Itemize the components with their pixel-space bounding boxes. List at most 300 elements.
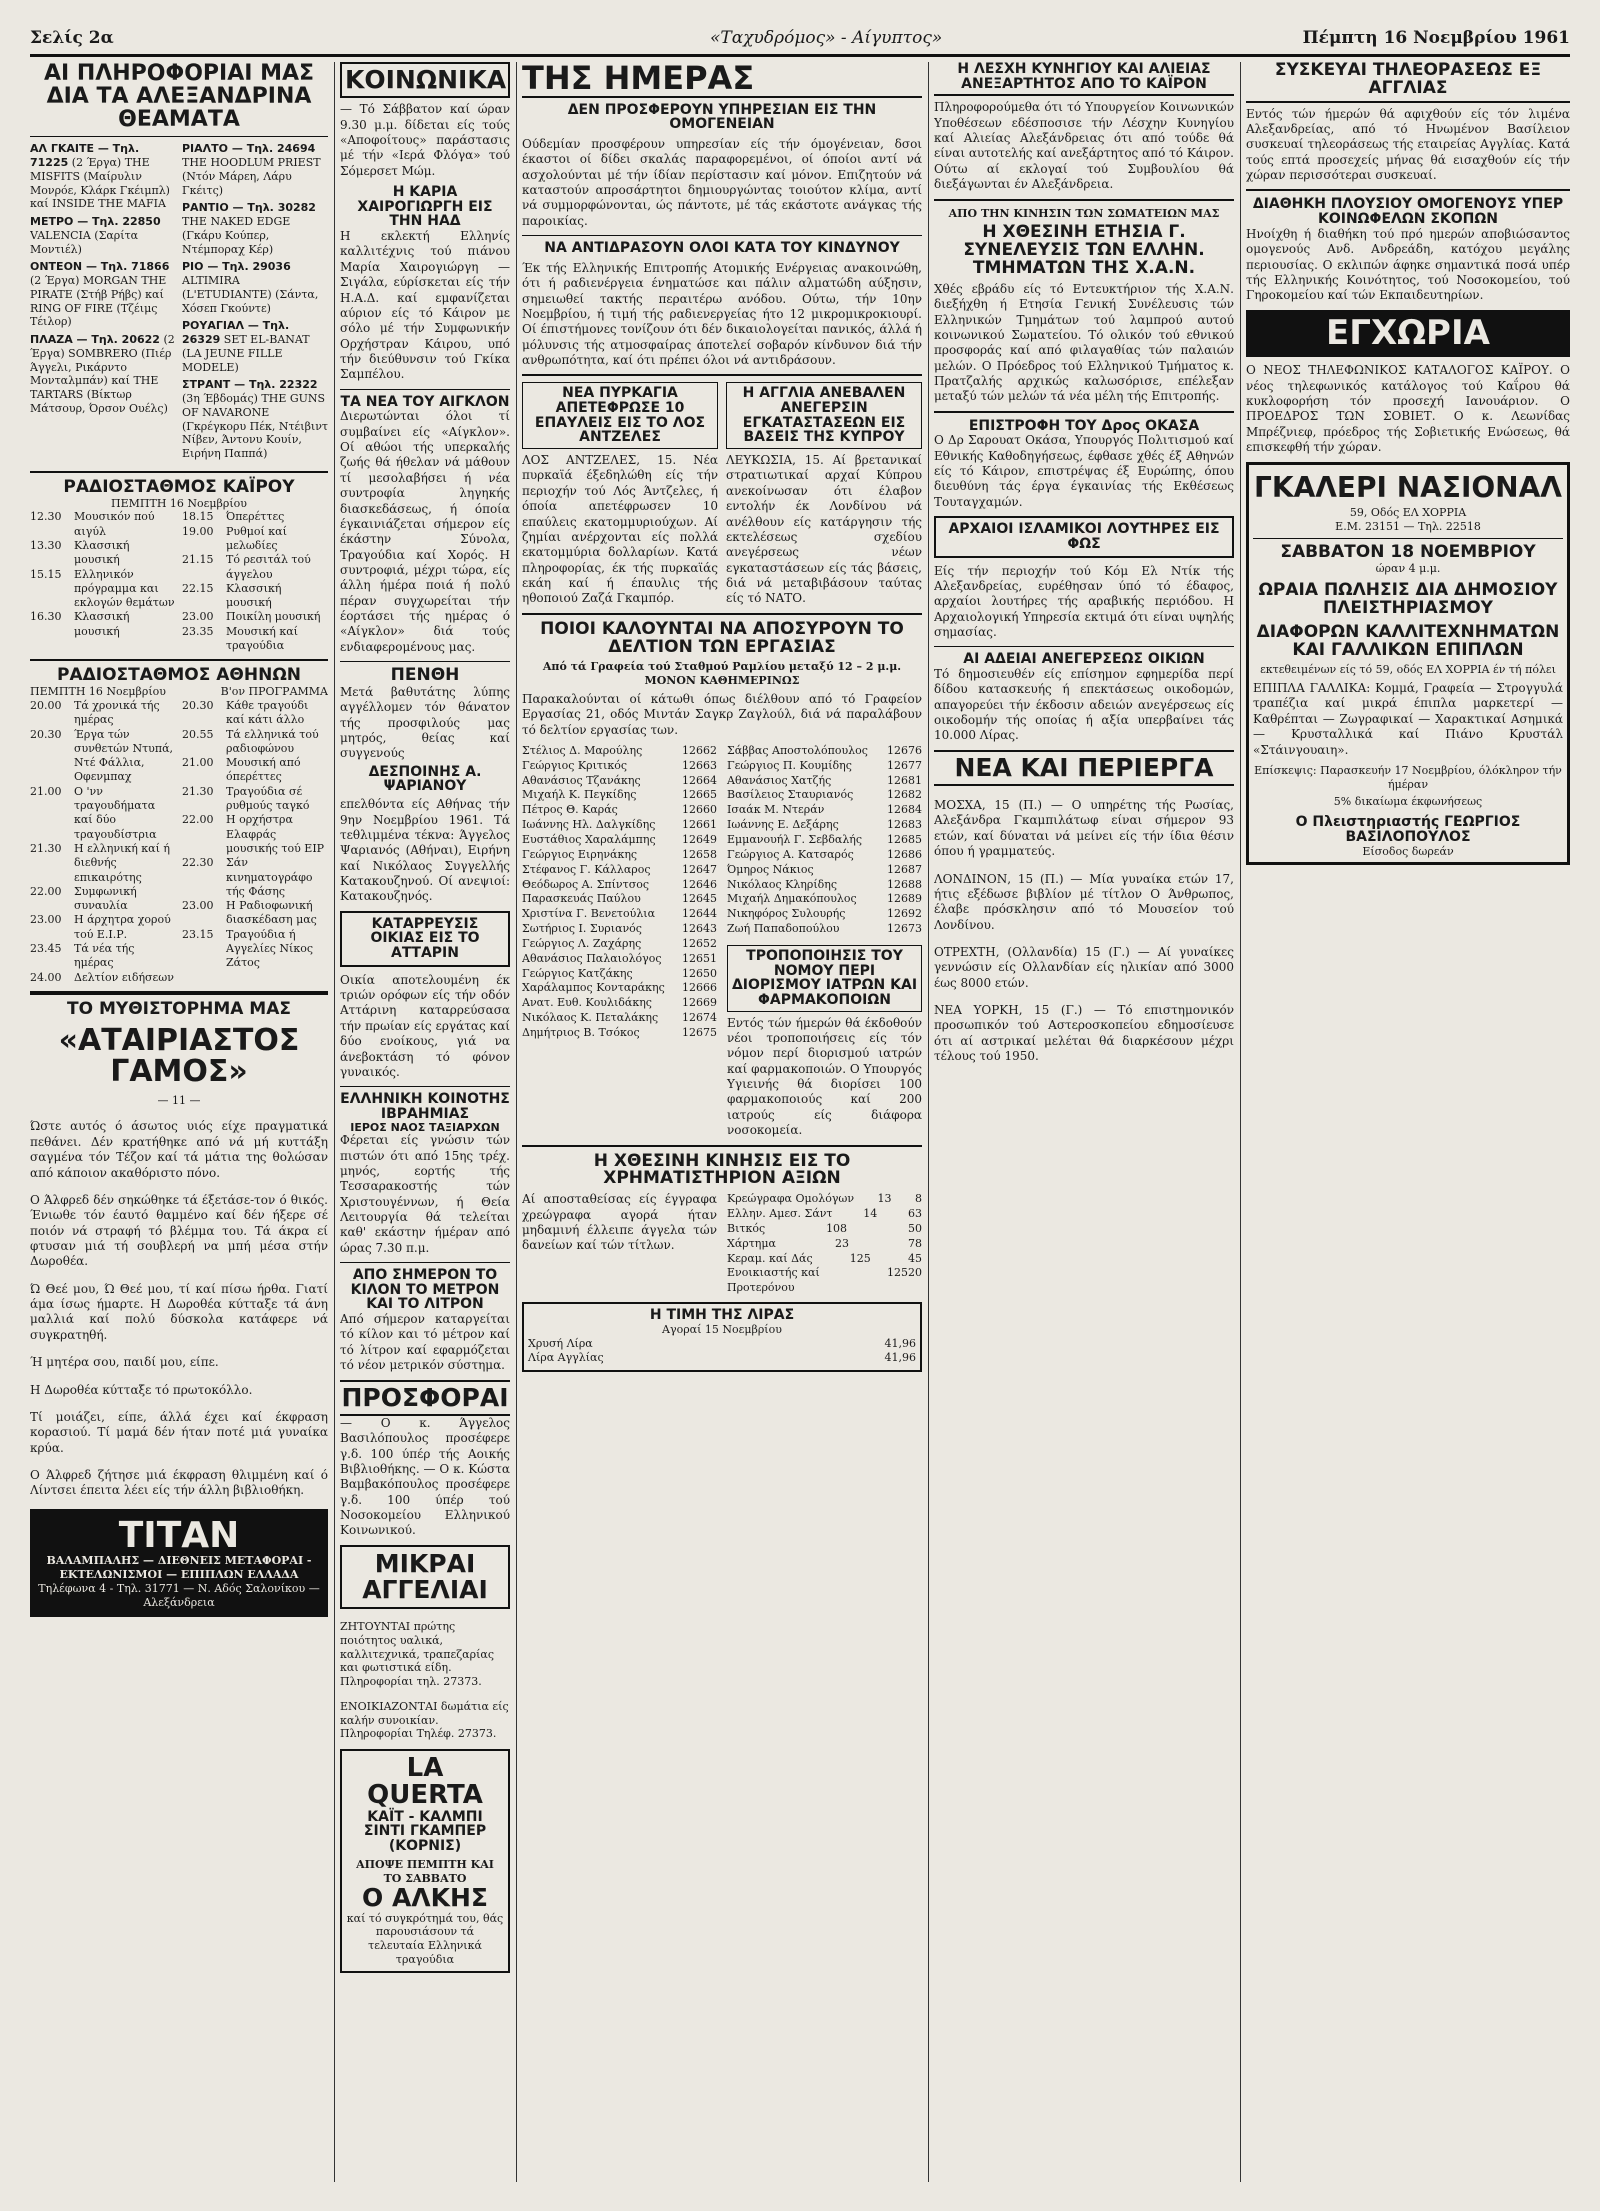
column-1 [30, 62, 328, 2192]
houses-title: ΑΙ ΑΔΕΙΑΙ ΑΝΕΓΕΡΣΕΩΣ ΟΙΚΙΩΝ [963, 651, 1205, 668]
schedule-time: 22.30 [182, 856, 214, 870]
schedule-show: Κάθε τραγούδι καί κάτι άλλο [226, 698, 309, 727]
schedule-time: 23.00 [30, 913, 62, 927]
work-number: 12683 [887, 818, 922, 832]
schedule-time: 19.00 [182, 524, 214, 538]
schedule-time: 12.30 [30, 510, 62, 524]
story1-title: ΔΕΝ ΠΡΟΣΦΕΡΟΥΝ ΥΠΗΡΕΣΙΑΝ ΕΙΣ ΤΗΝ ΟΜΟΓΕΝΕΙΑΝ [567, 101, 877, 133]
work-name: Πέτρος Θ. Καράς [522, 803, 618, 817]
work-row [522, 788, 717, 803]
unions-text: Χθές εβράδυ είς τό Εντευκτήριον τής Χ.Α.Ν. διεξήχθη ή Ετησία Γενική Συνέλευσις τών Ελληνικών Τμημάτων τού λαμπρού αυτού κοινωνικού Σωματείου. Τό ολικόν τού εθνικού προσφοράς καί από φιλαγαθίας τών παλαιών μελών. Ο Πρόεδρος τού Ελληνικού Τμήματος κ. Πρατζαλής αρχικώς καλωσόρισε, επέλεξαν μεταξύ τών μελών τά νέα μέλη τής Επιτροπής. [934, 281, 1234, 404]
novel-paragraph: Ώστε αυτός ό άσωτος υιός είχε πραγματικά πεθάνει. Δέν κρατήθηκε από νά μή κυττάξη σαγμένα τόν Τέζον καί τά μάτια της θολώσαν από κάποιον ακαθόριστο πόνο. [30, 1119, 328, 1180]
radio-cairo-day: ΠΕΜΠΤΗ 16 Νοεμβρίου [111, 496, 247, 510]
stock-a: 108 [826, 1221, 848, 1235]
schedule-time: 23.45 [30, 941, 62, 955]
stock-area [522, 1192, 922, 1296]
theatre-film: VALENCIA (Σαρίτα Μοντιέλ) [30, 228, 139, 256]
schedule-time: 21.30 [30, 841, 62, 855]
schedule-row [30, 971, 176, 985]
lira-value: 41,96 [884, 1336, 916, 1350]
theatre-name: ΟΝΤΕΟΝ — Τηλ. 71866 [30, 260, 170, 274]
schedule-row [182, 899, 328, 928]
church-title: ΕΛΛΗΝΙΚΗ ΚΟΙΝΟΤΗΣ ΙΒΡΑΗΜΙΑΣ [340, 1091, 510, 1122]
schedule-time: 15.15 [30, 567, 62, 581]
schedule-show: Η ελληνική καί ή διεθνής επικαιρότης [74, 841, 170, 884]
column-5 [1246, 62, 1570, 2192]
schedule-show: Σάν κινηματογράφο τής Φάσης [226, 856, 313, 898]
theatre-name: ΡΙΟ — Τηλ. 29036 [182, 260, 291, 274]
stock-row [727, 1222, 922, 1237]
work-row [727, 848, 922, 863]
schedule-show: Τραγούδια σέ ρυθμούς ταγκό [226, 784, 310, 813]
work-number: 12658 [682, 847, 717, 861]
page-header [30, 24, 1570, 57]
work-name: Θεόδωρος Α. Σπίντσος [522, 877, 649, 891]
mourning-title: ΠΕΝΘΗ [390, 665, 460, 686]
stock-b: 50 [907, 1221, 922, 1235]
work-number: 12660 [682, 803, 717, 817]
schedule-row [182, 785, 328, 814]
work-name: Στέλιος Δ. Μαρούλης [522, 743, 643, 757]
work-name: Όμηρος Νάκιος [727, 862, 814, 876]
schedule-row [30, 913, 176, 942]
work-number: 12673 [887, 922, 922, 936]
schedule-show: Τραγούδια ή Αγγελίες Νίκος Ζάτος [226, 927, 314, 970]
titan-title: ΤΙΤΑΝ [118, 1514, 240, 1556]
schedule-show: Συμφωνική συναυλία [74, 884, 137, 913]
work-row [727, 878, 922, 893]
radio-athens-schedule [30, 699, 328, 985]
social-intro: — Τό Σάββατον καί ώραν 9.30 μ.μ. δίδεται είς τούς «Αποφοίτους» παράστασις μέ τήν «Ιερά Φλόγα» τού Σόμερσετ Μώμ. [340, 102, 510, 178]
laquerta-ad [340, 1749, 510, 1972]
theatre-entry [182, 260, 328, 315]
aglkan-text: Διερωτώνται όλοι τί συμβαίνει είς «Αίγκλον». Οί αθώοι τής υπερκαλής ζωής θά ήθελαν νά μάθουν τί μεσολαβήσει ή νέα συντροφία ληγηκής διασκεδάσεως, ή όποία έγκαινιάζεται σήμερον είς έκάστην Σύνολα, Τραγούδια καί Χορός. Η συντροφιά, μέχρι τώρα, είς άλλη ήμέρα ποιά ή πολύ πέραν συγχωρείται τήν έορτάσει τής ημέρας ό «Αίγκλον» διά τούς ενδιαφερομένους μας. [340, 409, 510, 654]
novel-paragraph: Ο Άλφρεδ δέν σηκώθηκε τά έξετάσε-τον ό θικός. Ένιωθε τόν έαυτό θαμμένο καί δέν ήξερε σέ ποιόν νά στραφή τό βλέμμα του. Τά άκρα εί φτυσαν μιά τή σουβλερή να μπή μέσα στήν Δωροθέα. [30, 1192, 328, 1269]
novel-title: «ΑΤΑΙΡΙΑΣΤΟΣ ΓΑΜΟΣ» [58, 1022, 300, 1090]
stock-name: Βιτκός [727, 1221, 766, 1235]
stock-row [727, 1207, 922, 1222]
schedule-time: 23.00 [182, 610, 214, 624]
tv-title: ΣΥΣΚΕΥΑΙ ΤΗΛΕΟΡΑΣΕΩΣ ΕΞ ΑΓΓΛΙΑΣ [1246, 62, 1570, 103]
news-item: ΜΟΣΧΑ, 15 (Π.) — Ο υπηρέτης τής Ρωσίας, Αλεξάνδρα Γκαμπιλάτωφ είναι σήμερον 93 ετών, καί δύναται νά μείνει είς τήν ίδια θέσιν όπου ή γραμματεύς. [934, 798, 1234, 859]
schedule-row [182, 525, 328, 554]
theatre-name: ΡΟΥΑΓΙΑΛ — Τηλ. 26329 [182, 319, 290, 347]
radio-athens-right [182, 699, 328, 985]
church-text: Φέρεται είς γνώσιν τών πιστών ότι από 15ης τρέχ. μηνός, εορτής τής Τεσσαρακοστής τών Χριστουγέννων, ή Θεία Λειτουργία θά τελείται καθ' εκάστην ήμέραν από ώρας 7.30 π.μ. [340, 1133, 510, 1255]
work-row [727, 759, 922, 774]
work-number: 12644 [682, 907, 717, 921]
schedule-time: 21.00 [30, 784, 62, 798]
novel-paragraph: Ή μητέρα σου, παιδί μου, είπε. [30, 1355, 219, 1370]
work-name: Γεώργιος Π. Κουμίδης [727, 758, 852, 772]
gallery-sale: ΩΡΑΙΑ ΠΩΛΗΣΙΣ ΔΙΑ ΔΗΜΟΣΙΟΥ ΠΛΕΙΣΤΗΡΙΑΣΜΟΥ [1258, 579, 1558, 618]
story2-text: Έκ τής Ελληνικής Επιτροπής Ατομικής Ενέργειας ανακοινώθη, ότι ή ραδιενέργεια ένηματώσε και πάλιν αλματώδη αύξησιν, σημειωθεί τακτής περαιτέρω ανόδου. Ούτω, τήν 10ην Νοεμβρίου, ή τιμή τής ραδιενεργείας ήτο 12 μικρομικροκιουρί. Οί έπιστήμονες τονίζουν ότι δέν δικαιολογείται πανικός, άλλά ή μόλυνσις τής ατμοσφαίρας άποτελεί σοβαρόν κίνδυνον διά τήν ανθρωπότητα, καί ότι πρέπει όλοι νά αντιδράσουν. [522, 260, 922, 367]
work-row [522, 803, 717, 818]
news-list [934, 798, 1234, 1064]
classified-item: ΖΗΤΟΥΝΤΑΙ πρώτης ποιότητος υαλικά, καλλιτεχνικά, τραπεζαρίας και φωτιστικά είδη. Πληροφορίαι τηλ. 27373. [340, 1620, 494, 1689]
schedule-time: 24.00 [30, 970, 62, 984]
gallery-time: ώραν 4 μ.μ. [1375, 562, 1441, 576]
schedule-time: 16.30 [30, 610, 62, 624]
work-row [727, 892, 922, 907]
will-title: ΔΙΑΘΗΚΗ ΠΛΟΥΣΙΟΥ ΟΜΟΓΕΝΟΥΣ ΥΠΕΡ ΚΟΙΝΩΦΕΛΩΝ ΣΚΟΠΩΝ [1252, 196, 1564, 228]
schedule-row [182, 610, 328, 624]
houses-text: Τό δημοσιευθέν είς επίσημον εφημερίδα περί δίδου κατασκευής ή επεκτάσεως οικοδομών, απαγορεύει τήν έκδοσιν αδειών ανεγέρσεως είς οικοδομήν τής οποίας ή αξία υπερβαίνει τάς 10.000 Λίρας. [934, 667, 1234, 743]
schedule-show: Κλασσική μουσική [226, 581, 282, 610]
work-name: Βασίλειος Σταυριανός [727, 788, 854, 802]
schedule-show: Κλασσική μουσική [74, 610, 130, 638]
work-number: 12662 [682, 743, 717, 757]
schedule-show: Ελληνικόν πρόγραμμα και εκλογών θεμάτων [74, 567, 175, 610]
theatre-name: ΠΛΑΖΑ — Τηλ. 20622 [30, 333, 160, 347]
theatre-name: ΡΙΑΛΤΟ — Τηλ. 24694 [182, 142, 316, 156]
gallery-view: Επίσκεψις: Παρασκευήν 17 Νοεμβρίου, όλόκληρον τήν ήμέραν [1254, 763, 1562, 791]
schedule-time: 13.30 [30, 538, 62, 552]
work-row [522, 922, 717, 937]
gallery-phone: Ε.Μ. 23151 — Τηλ. 22518 [1335, 519, 1481, 533]
schedule-row [182, 856, 328, 899]
stock-row [727, 1266, 922, 1296]
work-number: 12684 [887, 803, 922, 817]
work-name: Γεώργιος Α. Κατσαρός [727, 847, 854, 861]
schedule-time: 18.15 [182, 510, 214, 524]
work-number: 12688 [887, 877, 922, 891]
mourning-text: επελθόντα είς Αθήνας τήν 9ην Νοεμβρίου 1961. Τά τεθλιμμένα τέκνα: Άγγελος Ψαριανός (Αθήναι), Ειρήνη καί Νικόλαος Συγγελλής Κατακουζηνού. Οί ανεψιοί: Κατακουζηνός. [340, 797, 510, 904]
work-row [522, 1026, 717, 1041]
titan-footer: Τηλέφωνα 4 - Τηλ. 31771 — Ν. Αδός Σαλονίκου — Αλεξάνδρεια [38, 1581, 320, 1609]
schedule-time: 23.00 [182, 899, 214, 913]
work-number: 12664 [682, 773, 717, 787]
work-number: 12652 [682, 936, 717, 950]
work-row [522, 996, 717, 1011]
schedule-time: 20.30 [182, 698, 214, 712]
stock-name: Κεραμ. καί Δάς [727, 1251, 813, 1265]
gallery-note: εκτεθειμένων είς τό 59, οδός ΕΛ ΧΟΡΡΙΑ έν τή πόλει [1260, 663, 1556, 677]
theatre-entry [182, 319, 328, 374]
stock-a: 125 [887, 1266, 908, 1280]
collapse-box [340, 911, 510, 967]
cyprus-text: ΛΕΥΚΩΣΙΑ, 15. Αί βρετανικαί στρατιωτικαί αρχαί Κύπρου ανεκοίνωσαν ότι έλαβον εντολήν έκ Λονδίνου νά ανέλθουν είς κατάργησιν τής εκτελέσεως σχεδίου ανεγέρσεως νέων εγκαταστάσεων είς τάς βάσεις, διά νά μεταβιβάσουν ταύτας είς τό ΝΑΤΟ. [726, 453, 922, 606]
laquerta-text: ΚΑΪΤ - ΚΑΛΜΠΙ ΣΙΝΤΙ ΓΚΑΜΠΕΡ (ΚΟΡΝΙΣ) [363, 1808, 487, 1855]
lira-row [528, 1337, 916, 1352]
stock-row [727, 1192, 922, 1207]
work-row [727, 803, 922, 818]
schedule-time: 22.00 [30, 884, 62, 898]
work-name: Στέφανος Γ. Κάλλαρος [522, 862, 651, 876]
schedule-show: Μουσική από όπερέττες [226, 756, 301, 784]
unions-kicker: ΑΠΟ ΤΗΝ ΚΙΝΗΣΙΝ ΤΩΝ ΣΩΜΑΤΕΙΩΝ ΜΑΣ [948, 206, 1220, 220]
novel-part: — 11 — [157, 1093, 201, 1107]
work-name: Νικηφόρος Συλουρής [727, 907, 846, 921]
work-name: Ιωάννης Ε. Δεξάρης [727, 818, 839, 832]
mourning-intro: Μετά βαθυτάτης λύπης αγγέλλομεν τόν θάνατον τής προσφιλούς μας μητρός, θείας καί συγγενούς [340, 684, 510, 761]
stock-b: 63 [907, 1207, 922, 1221]
cyprus-story [726, 382, 922, 606]
stock-a: 125 [849, 1251, 871, 1265]
schedule-show: Η Ραδιοφωνική διασκέδαση μας [226, 899, 317, 927]
laquerta-name: Ο ΑΛΚΗΣ [361, 1883, 489, 1913]
schedule-row [182, 813, 328, 856]
schedule-show: Ο 'νν τραγουδήματα καί δύο τραγουδίστρια [74, 784, 157, 841]
work-row [522, 759, 717, 774]
work-number: 12692 [887, 907, 922, 921]
schedule-time: 21.30 [182, 784, 214, 798]
radio-cairo-title: ΡΑΔΙΟΣΤΑΘΜΟΣ ΚΑΪΡΟΥ [63, 476, 295, 497]
fire-title: ΝΕΑ ΠΥΡΚΑΓΙΑ ΑΠΕΤΕΦΡΩΣΕ 10 ΕΠΑΥΛΕΙΣ ΕΙΣ ΤΟ ΛΟΣ ΑΝΤΖΕΛΕΣ [522, 382, 718, 449]
theatre-film: (3η Έβδομάς) THE GUNS OF NAVARONE (Γκρέγκορυ Πέκ, Ντέιβιντ Νίβεν, Άντονυ Κουίν, Ειρήνη Παππά) [182, 392, 328, 461]
schedule-show: Τά χρονικά τής ημέρας [74, 698, 160, 727]
work-row [522, 892, 717, 907]
work-number: 12651 [682, 951, 717, 965]
fire-text: ΛΟΣ ΑΝΤΖΕΛΕΣ, 15. Νέα πυρκαϊά έξεδηλώθη είς τήν περιοχήν τού Λός Άντζελες, ή όποία απετέφρωσεν 10 επαύλεις εκατομμυριούχων. Αί ζημίαι ανέρχονται είς πολλά εκατομμύρια δολλαρίων. Κατά πληροφορίας, έκ τής πυρκαϊάς εκάη καί ή έπαυλις τής ηθοποιού Ζαζά Γκαμπόρ. [522, 453, 718, 606]
work-name: Ανατ. Ευθ. Κουλιδάκης [522, 996, 652, 1010]
work-intro: Παρακαλούνται οί κάτωθι όπως διέλθουν από τό Γραφείον Εργασίας 21, οδός Μιντάν Σαγκρ Ζαγλούλ, διά νά παραλάβουν τό δελτίον εργασίας των. [522, 691, 922, 737]
work-number: 12689 [887, 892, 922, 906]
classifieds-list [340, 1620, 510, 1741]
work-row [522, 907, 717, 922]
work-name: Νικόλαος Κληρίδης [727, 877, 838, 891]
theatre-name: ΣΤΡΑΝΤ — Τηλ. 22322 [182, 378, 318, 392]
schedule-row [30, 539, 176, 568]
column-4 [934, 62, 1234, 2192]
work-sub: Από τά Γραφεία τού Σταθμού Ραμλίου μεταξύ 12 – 2 μ.μ. ΜΟΝΟΝ ΚΑΘΗΜΕΡΙΝΩΣ [542, 660, 902, 688]
column-divider [928, 62, 929, 2182]
theatre-entry [182, 201, 328, 256]
work-name: Ευστάθιος Χαραλάμπης [522, 833, 656, 846]
theatre-film: (2 Έργα) MORGAN THE PIRATE (Στήβ Ρήβς) καί RING OF FIRE (Τζέιμς Τέιλορ) [30, 274, 167, 329]
schedule-row [182, 699, 328, 728]
column-divider [516, 62, 517, 2182]
work-name: Χαράλαμπος Κονταράκης [522, 981, 665, 995]
theatre-entry [182, 142, 328, 197]
radio-athens-title: ΡΑΔΙΟΣΤΑΘΜΟΣ ΑΘΗΝΩΝ [56, 665, 301, 686]
news-item: ΛΟΝΔΙΝΟΝ, 15 (Π.) — Μία γυναίκα ετών 17, ήτις εξέδωσε βιβλίον μέ τίτλον Ο Άνθρωπος, έλαβε πρόσκλησιν από τό Μουσείον τού Λονδίνου. [934, 871, 1234, 932]
work-name: Δημήτριος Β. Τσόκος [522, 1025, 640, 1039]
fire-story [522, 382, 718, 606]
novel-paragraph: Ο Άλφρεδ ζήτησε μιά έκφραση θλιμμένη καί ό Λίντσει έπειτα λέει είς τήν άλλη βιβλιοθήκη. [30, 1467, 328, 1498]
tv-text: Εντός τών ήμερών θά αφιχθούν είς τόν λιμένα Αλεξανδρείας, από τό Ηνωμένον Βασίλειον συσκευαί τηλεοράσεως τής εταιρείας Αγγλίας. Κατά τούς επτά προσεχείς μήνας θά εισαχθούν είς τήν χώραν περισσότεραι συσκευαί. [1246, 106, 1570, 183]
work-name: Σωτήριος Ι. Συριανός [522, 922, 642, 936]
theatre-entry [30, 215, 176, 256]
stock-name: Ενοικιαστής καί Προτερόνου [727, 1266, 820, 1295]
stock-table [727, 1192, 922, 1296]
theatre-name: ΑΛ ΓΚΑΙΤΕ — Τηλ. 71225 [30, 142, 140, 170]
gallery-list: ΕΠΙΠΛΑ ΓΑΛΛΙΚΑ: Κομμά, Γραφεία — Στρογγυλά τραπέζια καί μικρά έπιπλα μαρκετερί — Καθρέπται — Ζωγραφικαί — Χαρακτικαί Ασημικά — Κρυσταλλικά καί Πιάνο Κρυστάλ «Στάινγουαιη». [1253, 681, 1563, 757]
theatre-list-right [182, 142, 328, 465]
work-row [727, 922, 922, 937]
lira-text: Αγοραί 15 Νοεμβρίου [662, 1322, 782, 1336]
theatre-film: (2 Έργα) SOMBRERO (Πιέρ Άγγελι, Ρικάρντο Μονταλμπάν) καί THE TARTARS (Βίκτωρ Μάτσουρ, Όρσον Ουέλς) [30, 333, 175, 415]
theatre-film: THE NAKED EDGE (Γκάρυ Κούπερ, Ντέμποραχ Κέρ) [182, 215, 291, 256]
archaeo-title: ΑΡΧΑΙΟΙ ΙΣΛΑΜΙΚΟΙ ΛΟΥΤΗΡΕΣ ΕΙΣ ΦΩΣ [948, 521, 1220, 552]
aglkan-title: ΤΑ ΝΕΑ ΤΟΥ ΑΙΓΚΛΟΝ [340, 393, 510, 410]
schedule-time: 21.00 [182, 756, 214, 770]
collapse-title: ΚΑΤΑΡΡΕΥΣΙΣ ΟΙΚΙΑΣ ΕΙΣ ΤΟ ΑΤΤΑΡΙΝ [370, 915, 480, 962]
work-name: Αθανάσιος Τζανάκης [522, 773, 641, 787]
work-row [727, 774, 922, 789]
theatre-entry [182, 378, 328, 461]
gallery-ad [1246, 462, 1570, 866]
schedule-show: Μουσική καί τραγούδια [226, 624, 298, 653]
work-number: 12649 [682, 833, 717, 846]
law-title: ΤΡΟΠΟΠΟΙΗΣΙΣ ΤΟΥ ΝΟΜΟΥ ΠΕΡΙ ΔΙΟΡΙΣΜΟΥ ΙΑΤΡΩΝ ΚΑΙ ΦΑΡΜΑΚΟΠΟΙΩΝ [727, 945, 922, 1012]
work-row [522, 981, 717, 996]
column-divider [1240, 62, 1241, 2182]
issue-date: Πέμπτη 16 Νοεμβρίου 1961 [1302, 28, 1570, 48]
cyprus-title: Η ΑΓΓΛΙΑ ΑΝΕΒΑΛΕΝ ΑΝΕΓΕΡΣΙΝ ΕΓΚΑΤΑΣΤΑΣΕΩΝ ΕΙΣ ΒΑΣΕΙΣ ΤΗΣ ΚΥΠΡΟΥ [726, 382, 922, 449]
work-name: Γεώργιος Κατζάκης [522, 966, 633, 980]
gallery-items: ΔΙΑΦΟΡΩΝ ΚΑΛΛΙΤΕΧΝΗΜΑΤΩΝ ΚΑΙ ΓΑΛΛΙΚΩΝ ΕΠΙΠΛΩΝ [1256, 621, 1560, 660]
column-2 [340, 62, 510, 2192]
story1-text: Ούδεμίαν προσφέρουν υπηρεσίαν είς τήν όμογένειαν, δσοι έκαστοι οί δίδει σκαλάς παραφορεμένοι, οί όποίοι αντί νά ασχολούνται μέ τήν ίδίαν περίστασιν καί μόνον. Επιζητούν νά καταστούν απροσάρτητοι δημιουργώντας τοιούτον κλίμα, αντί νά συμμορφώνονται, ώς πάντοτε, μέ τάς εκάστοτε ανάγκας τής παροικίας. [522, 136, 922, 228]
radio-athens-day: ΠΕΜΠΤΗ 16 Νοεμβρίου [30, 685, 166, 699]
stock-a: 14 [863, 1207, 878, 1221]
schedule-row [30, 942, 176, 971]
classifieds-box [340, 1545, 510, 1610]
theatre-entry [30, 260, 176, 329]
work-number: 12663 [682, 758, 717, 772]
work-name: Ζωή Παπαδοπούλου [727, 922, 840, 936]
schedule-show: Ποικίλη μουσική [226, 610, 321, 624]
classified-item: ΕΝΟΙΚΙΑΖΟΝΤΑΙ δωμάτια είς καλήν συνοικίαν. Πληροφορίαι Τηλέφ. 27373. [340, 1699, 509, 1741]
stock-row [727, 1237, 922, 1252]
offers-title: ΠΡΟΣΦΟΡΑΙ [340, 1380, 510, 1416]
news-title: ΝΕΑ ΚΑΙ ΠΕΡΙΕΡΓΑ [934, 750, 1234, 786]
work-number: 12646 [682, 877, 717, 891]
work-name: Νικόλαος Κ. Πεταλάκης [522, 1011, 659, 1025]
schedule-show: Μουσικόν πού αιγύλ [74, 510, 155, 538]
work-row [727, 744, 922, 759]
work-number: 12650 [682, 966, 717, 980]
lira-title: Η ΤΙΜΗ ΤΗΣ ΛΙΡΑΣ [649, 1307, 795, 1324]
radio-cairo-schedule [30, 510, 328, 653]
novel-text [30, 1119, 328, 1498]
egx-text: Ο ΝΕΟΣ ΤΗΛΕΦΩΝΙΚΟΣ ΚΑΤΑΛΟΓΟΣ ΚΑΪΡΟΥ. Ο νέος τηλεφωνικός κατάλογος τού Καΐρου θά κυκλοφορήση τόν προσεχή Ιανουάριον. Ο ΠΡΟΕΔΡΟΣ ΤΩΝ ΣΟΒΙΕΤ. Ο κ. Λεωνίδας Μπρέζνιεφ, πρόεδρος τής Σοβιετικής Ενώσεως, θά επισκεφθή τήν χώραν. [1246, 363, 1570, 455]
laquerta-sub: ΑΠΟΨΕ ΠΕΜΠΤΗ ΚΑΙ ΤΟ ΣΑΒΒΑΤΟ [356, 1857, 494, 1885]
stock-title: Η ΧΘΕΣΙΝΗ ΚΙΝΗΣΙΣ ΕΙΣ ΤΟ ΧΡΗΜΑΤΙΣΤΗΡΙΟΝ ΑΞΙΩΝ [593, 1150, 851, 1189]
work-row [727, 833, 922, 848]
work-name: Ισαάκ Μ. Ντεράν [727, 803, 825, 817]
work-number: 12647 [682, 862, 717, 876]
titan-ad [30, 1509, 328, 1618]
schedule-show: Έργα τών συνθετών Ντυπά, Ντέ Φάλλια, Οφενμπαχ [74, 727, 173, 784]
work-lists [522, 744, 922, 1139]
work-name: Σάββας Αποστολόπουλος [727, 743, 868, 757]
gallery-date: ΣΑΒΒΑΤΟΝ 18 ΝΟΕΜΒΡΙΟΥ [1280, 542, 1536, 563]
radio-cairo-right [182, 510, 328, 653]
work-number: 12669 [682, 996, 717, 1010]
news-item: ΝΕΑ ΥΟΡΚΗ, 15 (Γ.) — Τό επιστημονικόν προσωπικόν τού Αστεροσκοπείου εδημοσίευσε ότι αί αστρικαί μελέται θά διαρκέσουν μέχρι τέλους τού 1950. [934, 1003, 1234, 1064]
work-name: Μιχαήλ Κ. Πεγκίδης [522, 788, 637, 802]
okasa-title: ΕΠΙΣΤΡΟΦΗ ΤΟΥ Δρος ΟΚΑΣΑ [968, 417, 1200, 434]
story2-title: ΝΑ ΑΝΤΙΔΡΑΣΟΥΝ ΟΛΟΙ ΚΑΤΑ ΤΟΥ ΚΙΝΔΥΝΟΥ [544, 240, 900, 257]
work-row [727, 907, 922, 922]
radio-athens-second: Β'ον ΠΡΟΓΡΑΜΜΑ [220, 685, 328, 699]
obit-title: Η ΚΑΡΙΑ ΧΑΙΡΟΓΙΩΡΓΗ ΕΙΣ ΤΗΝ ΗΑΔ [357, 184, 493, 230]
laquerta-title: LA QUERTA [367, 1753, 483, 1811]
work-number: 12643 [682, 922, 717, 936]
schedule-show: Ρυθμοί καί μελωδίες [226, 524, 287, 552]
novel-paragraph: Τί μοιάζει, είπε, άλλά έχει καί έκφραση κορασιού. Τί μαμά δέν ήταν ποτέ μιά γυναίκα κρύα. [30, 1409, 328, 1455]
work-row [522, 774, 717, 789]
classifieds-title: ΜΙΚΡΑΙ ΑΓΓΕΛΙΑΙ [362, 1548, 488, 1604]
work-row [522, 863, 717, 878]
work-row [522, 967, 717, 982]
egx-banner [1246, 310, 1570, 358]
schedule-time: 20.55 [182, 727, 214, 741]
work-number: 12676 [887, 743, 922, 757]
stock-name: Ελλην. Αμεσ. Σάντ [727, 1207, 833, 1221]
work-row [522, 1011, 717, 1026]
okasa-text: Ο Δρ Σαρουατ Οκάσα, Υπουργός Πολιτισμού καί Εθνικής Καθοδηγήσεως, έφθασε χθές έξ Αθηνών είς τό Κάιρον, επιστρέψας έξ Ευρώπης, όπου διευθύνη τάς έργα έγκαινίας τής Εκθέσεως Τουταγχαμών. [934, 433, 1234, 509]
publication-name: «Ταχυδρόμος» - Αίγυπτος» [710, 28, 943, 48]
church-sub: ΙΕΡΟΣ ΝΑΟΣ ΤΑΞΙΑΡΧΩΝ [350, 1120, 500, 1134]
mourning-name: ΔΕΣΠΟΙΝΗΣ Α. ΨΑΡΙΑΝΟΥ [368, 763, 482, 795]
lira-table [528, 1337, 916, 1367]
schedule-row [182, 625, 328, 654]
schedule-row [30, 568, 176, 611]
work-number: 12665 [682, 788, 717, 802]
unions-title: Η ΧΘΕΣΙΝΗ ΕΤΗΣΙΑ Γ. ΣΥΝΕΛΕΥΣΙΣ ΤΩΝ ΕΛΛΗΝ. ΤΜΗΜΑΤΩΝ ΤΗΣ Χ.Α.Ν. [963, 222, 1205, 278]
gallery-title: ΓΚΑΛΕΡΙ ΝΑΣΙΟΝΑΛ [1254, 470, 1562, 504]
work-number: 12645 [682, 892, 717, 906]
work-number: 12687 [887, 862, 922, 876]
theatre-listings [30, 142, 328, 465]
schedule-time: 23.35 [182, 624, 214, 638]
schedule-show: Κλασσική μουσική [74, 538, 130, 567]
stock-name: Χάρτημα [727, 1236, 776, 1250]
theatres-title: ΑΙ ΠΛΗΡΟΦΟΡΙΑΙ ΜΑΣ ΔΙΑ ΤΑ ΑΛΕΞΑΝΔΡΙΝΑ ΘΕΑΜΑΤΑ [43, 62, 315, 133]
theatre-film: SET EL-BANAT (LA JEUNE FILLE MODELE) [182, 333, 310, 374]
work-list-left [522, 744, 717, 1139]
schedule-row [182, 728, 328, 757]
theatre-entry [30, 333, 176, 416]
theatre-entry [30, 142, 176, 211]
work-row [522, 952, 717, 967]
theatre-list-left [30, 142, 176, 465]
work-number: 12661 [682, 818, 717, 832]
work-number: 12682 [887, 788, 922, 802]
work-row [522, 818, 717, 833]
work-name: Αθανάσιος Χατζής [727, 773, 832, 787]
titan-text: ΒΑΛΑΜΠΑΛΗΣ — ΔΙΕΘΝΕΙΣ ΜΕΤΑΦΟΡΑΙ - ΕΚΤΕΛΩΝΙΣΜΟΙ — ΕΠΙΠΛΩΝ ΕΛΛΑΔΑ [46, 1554, 312, 1582]
schedule-show: Τό ρεσιτάλ τού άγγελου [226, 553, 311, 581]
gallery-foot: Είσοδος δωρεάν [1362, 844, 1454, 858]
work-number: 12666 [682, 981, 717, 995]
column-3 [522, 62, 922, 2192]
stock-text: Αί αποσταθείσας είς έγγραφα χρεώγραφα αγορά ήταν μηδαμινή έλλειπε άγγελα τών δανείων καί τών τίτλων. [522, 1192, 717, 1253]
stock-a: 13 [877, 1192, 892, 1206]
gallery-fee: 5% δικαίωμα έκφωνήσεως [1333, 795, 1483, 809]
stock-row [727, 1252, 922, 1267]
schedule-show: Όπερέττες [226, 510, 285, 524]
lira-name: Χρυσή Λίρα [528, 1336, 593, 1350]
schedule-row [182, 756, 328, 785]
units-text: Από σήμερον καταργείται τό κίλον και τό μέτρον καί τό λίτρον καί εφαρμόζεται τό νέον μετρικόν σύστημα. [340, 1312, 510, 1373]
work-name: Ιωάννης Ηλ. Δαλγκίδης [522, 818, 656, 832]
schedule-time: 20.00 [30, 698, 62, 712]
schedule-row [182, 553, 328, 582]
archaeo-box [934, 516, 1234, 557]
page-label: Σελίς 2α [30, 28, 114, 48]
collapse-text: Οικία αποτελουμένη έκ τριών ορόφων είς τήν οδόν Αττάρινη καταρρεύσασα τήν πρωίαν είς εργάτας καί δύο ενοίκους, γιά να άνεβοκτάση τό φόνον γυναικός. [340, 972, 510, 1079]
work-number: 12681 [887, 773, 922, 787]
work-number: 12686 [887, 847, 922, 861]
offers-text: — Ο κ. Άγγελος Βασιλόπουλος προσέφερε γ.δ. 100 ύπέρ τής Αοικής Βιβλιοθήκης. — Ο κ. Κώστα Βαμβακόπουλος προσέφερε γ.δ. 100 ύπέρ τού Νοσοκομείου Ελληνικού Κοινωνικού. [340, 1415, 510, 1538]
work-row [522, 833, 717, 848]
work-number: 12685 [887, 833, 922, 846]
schedule-row [30, 885, 176, 914]
